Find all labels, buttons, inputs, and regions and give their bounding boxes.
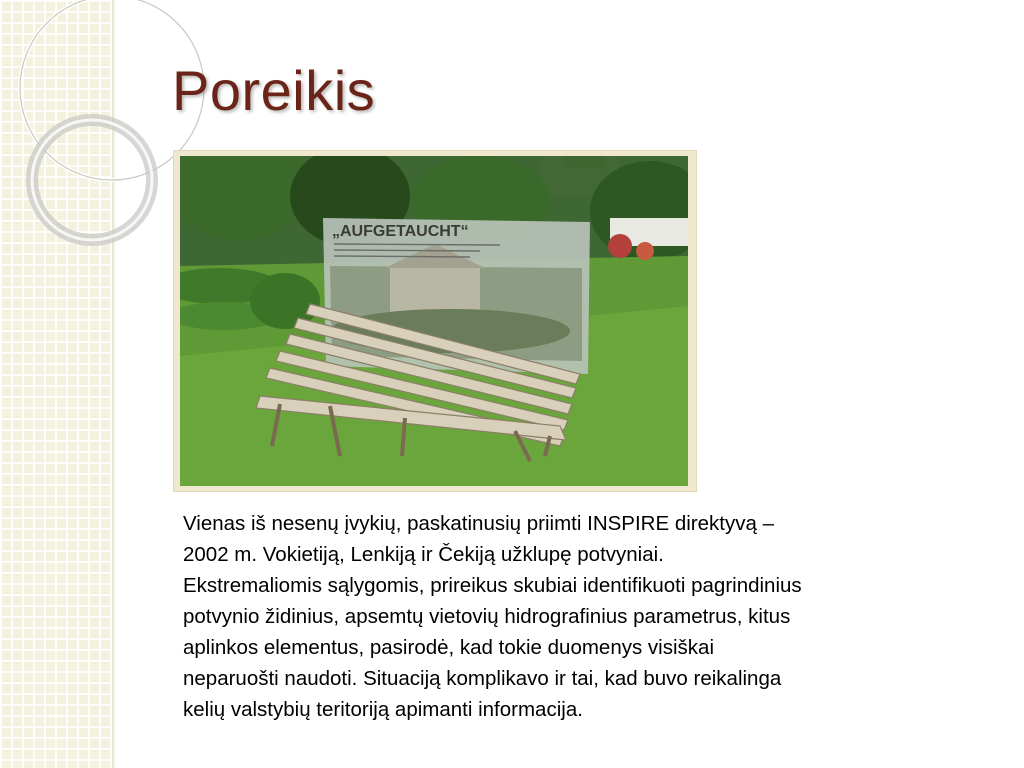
slide-title: Poreikis — [172, 59, 376, 122]
photo-sign-heading: „AUFGETAUCHT“ — [332, 223, 469, 240]
slide-body-text: Vienas iš nesenų įvykių, paskatinusių priimti INSPIRE direktyvą – 2002 m. Vokietiją, Lenkiją ir Čekiją užklupę potvyniai. Ekstremaliomis sąlygomis, prireikus skubiai identifikuoti pagrindinius potvynio židinius, apsemtų vietovių hidrografinius parametrus, kitus aplinkos elementus, pasirodė, kad tokie duomenys visiškai neparuošti naudoti. Situaciją komplikavo ir tai, kad buvo reikalinga kelių valstybių teritoriją apimanti informacija. — [183, 512, 802, 721]
photo-flower — [608, 234, 632, 258]
deco-ring-small-highlight — [32, 120, 152, 240]
flood-bench-photo — [180, 156, 688, 486]
photo-frame — [174, 151, 696, 491]
photo-flower — [636, 242, 654, 260]
